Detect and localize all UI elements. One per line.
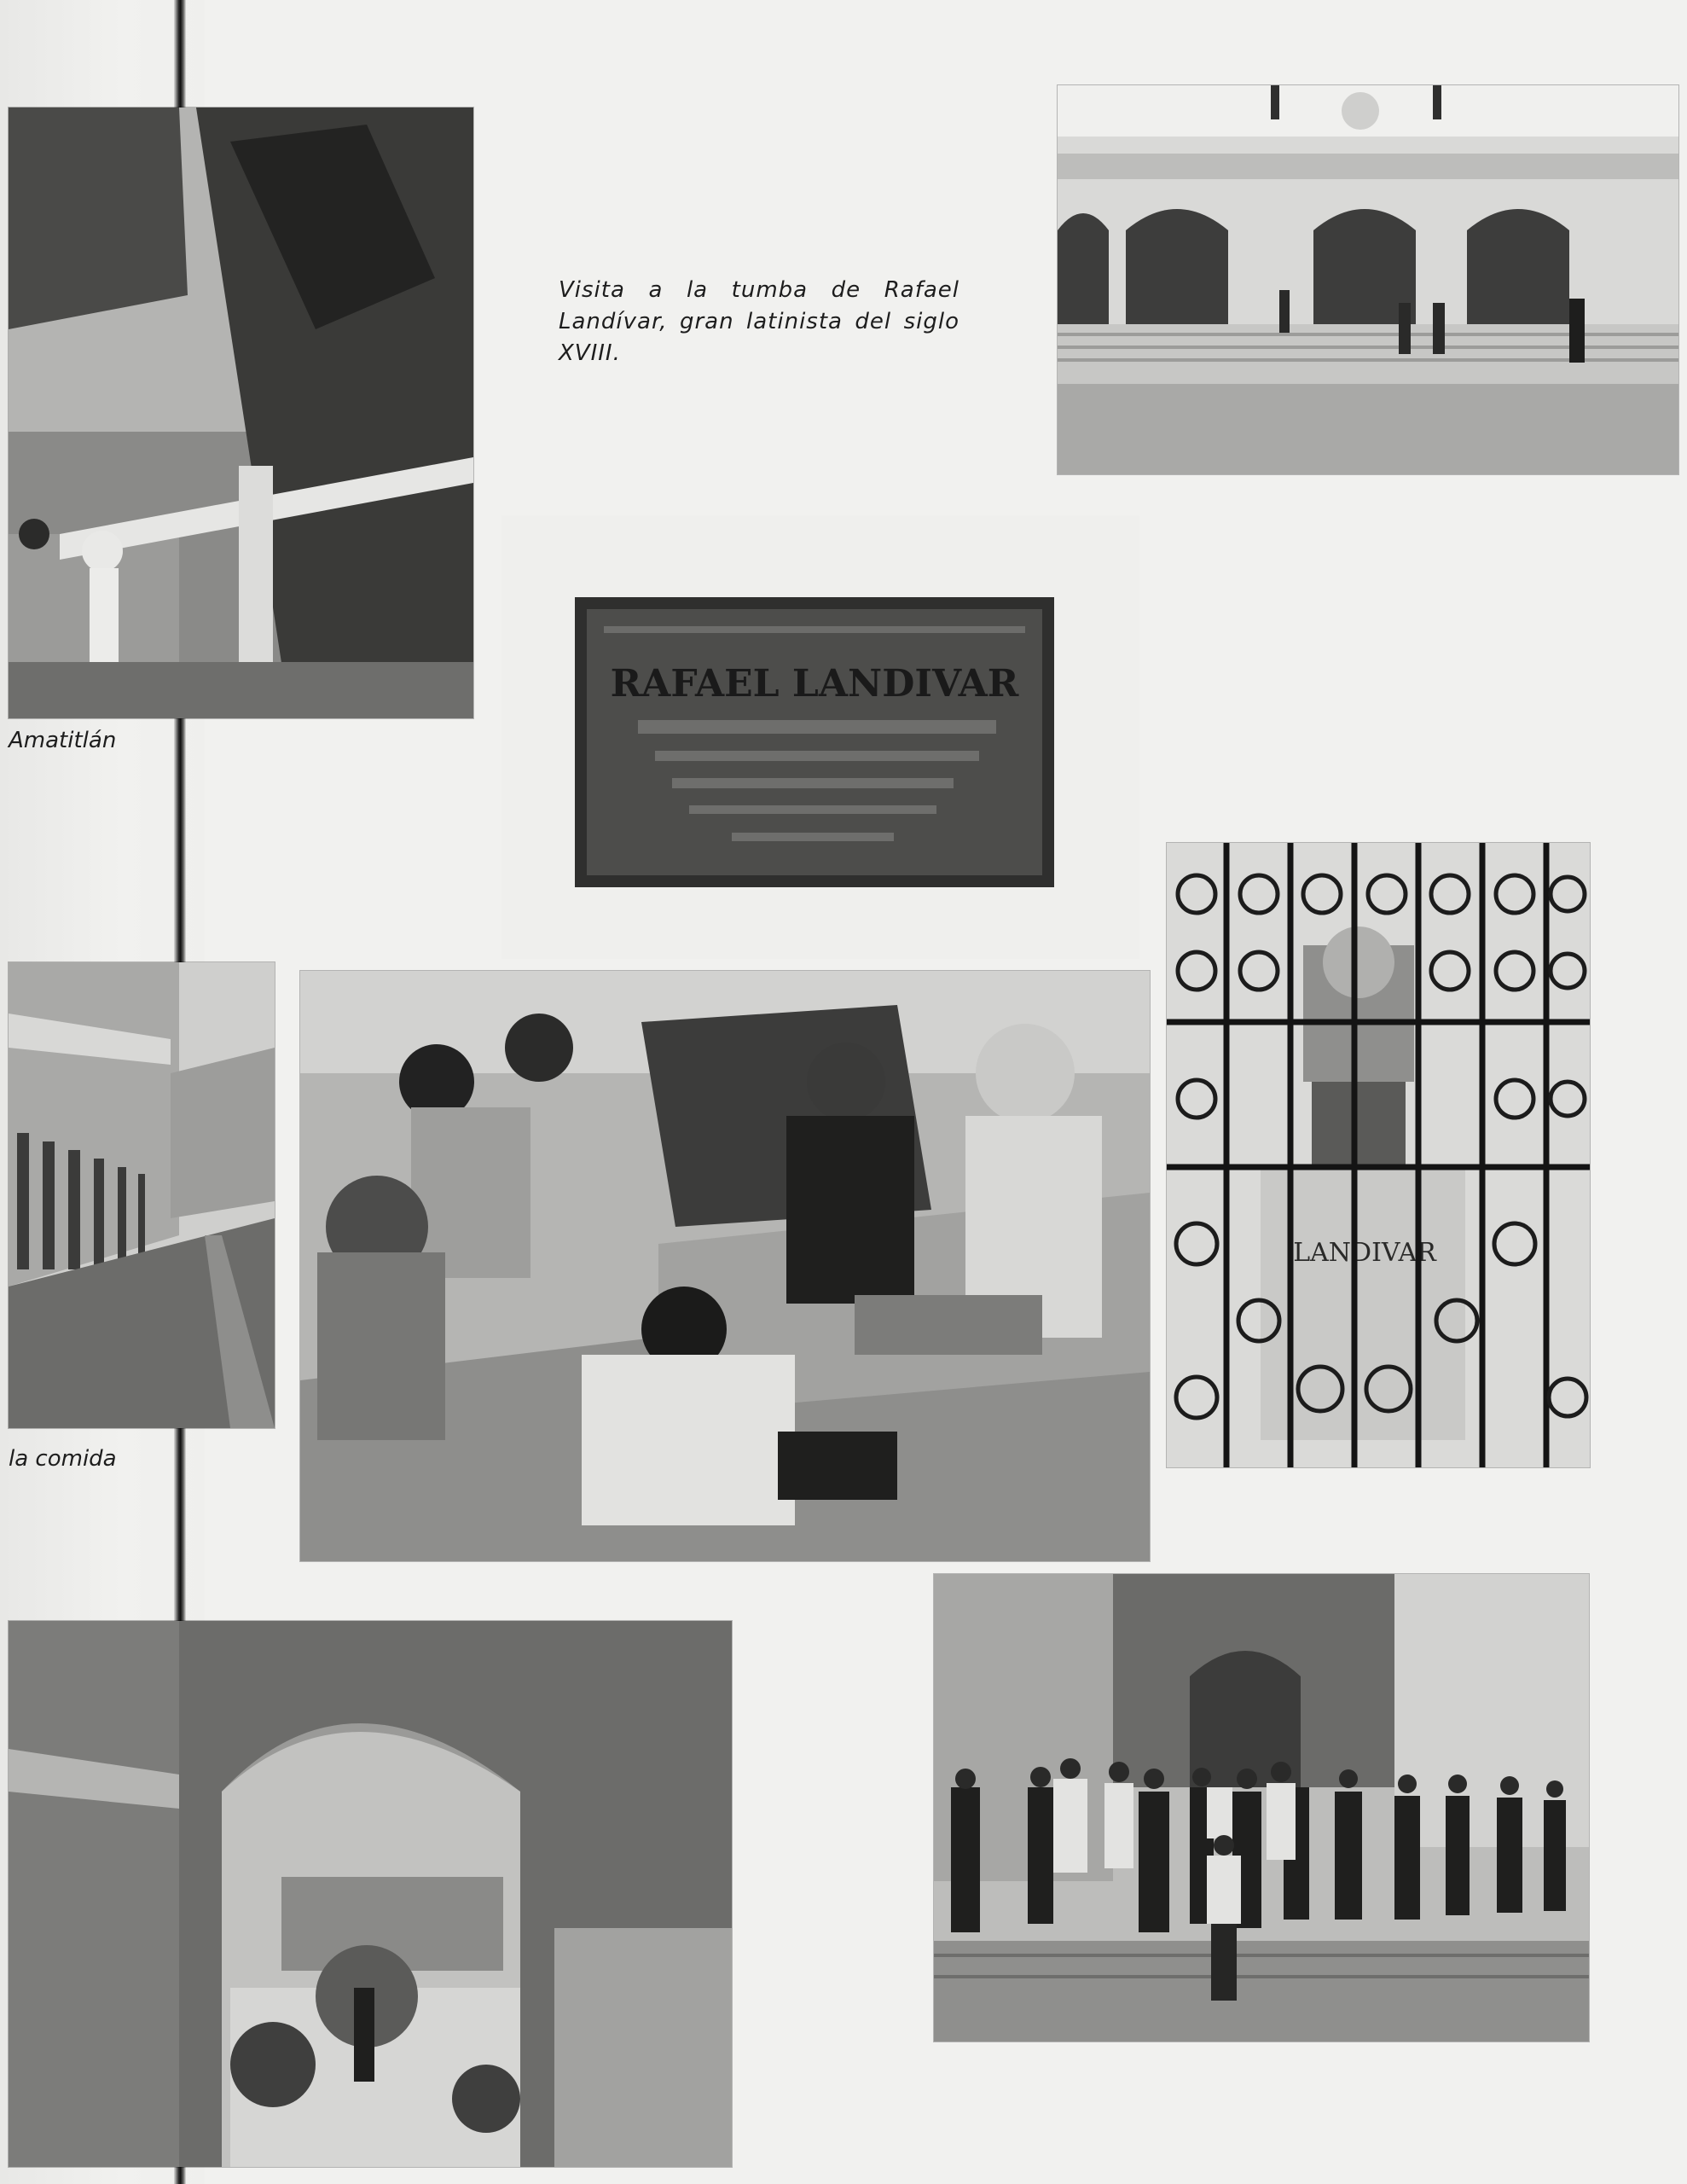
photo-tomb-building-image — [1058, 85, 1678, 474]
photo-street — [9, 962, 275, 1428]
photo-plaque — [501, 515, 1139, 959]
caption-la-comida: la comida — [9, 1446, 117, 1472]
photo-ruins-image — [9, 1621, 732, 2167]
photo-group-sitting-image — [300, 971, 1150, 1561]
photo-ruins — [9, 1621, 732, 2167]
bust-inscription: LANDIVAR — [1293, 1238, 1436, 1268]
photo-church-crowd — [934, 1574, 1589, 2042]
photo-street-image — [9, 962, 275, 1428]
photo-church-crowd-image — [934, 1574, 1589, 2042]
photo-amatitlan — [9, 107, 473, 718]
photo-bust-gate-image — [1167, 843, 1590, 1467]
caption-landivar-visit: Visita a la tumba de Rafael Landívar, gran latinista del siglo XVIII. — [559, 277, 959, 366]
photo-bust-gate — [1167, 843, 1590, 1467]
photo-amatitlan-image — [9, 107, 473, 718]
plaque-image — [501, 515, 1139, 959]
photo-group-sitting — [300, 971, 1150, 1561]
photo-tomb-building — [1058, 85, 1678, 474]
plaque-inscription: RAFAEL LANDIVAR — [610, 662, 1019, 706]
caption-amatitlan: Amatitlán — [9, 728, 117, 753]
